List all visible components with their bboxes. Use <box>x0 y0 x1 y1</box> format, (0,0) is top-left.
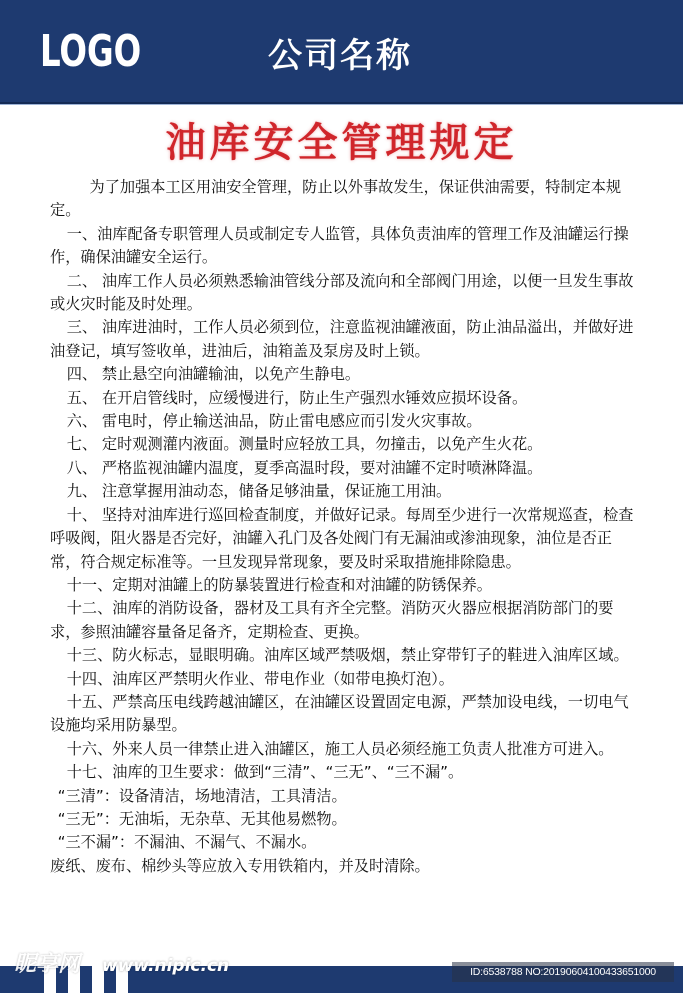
rule-15: 十五、严禁高压电线跨越油罐区，在油罐区设置固定电源，严禁加设电线，一切电气设施均采用防暴型。 <box>50 692 629 735</box>
sub-item-three-clean: “三清”：设备清洁，场地清洁，工具清洁。 <box>57 786 347 805</box>
rule-4: 四、 禁止悬空向油罐输油，以免产生静电。 <box>66 365 361 384</box>
rule-16: 十六、外来人员一律禁止进入油罐区，施工人员必须经施工负责人批准方可进入。 <box>66 739 614 758</box>
watermark-site-name: 昵享网 <box>14 952 81 977</box>
header-bar <box>0 0 683 104</box>
closing-paragraph: 废纸、废布、棉纱头等应放入专用铁箱内，并及时清除。 <box>50 856 430 875</box>
company-logo: LOGO <box>40 26 142 77</box>
rule-13: 十三、防火标志，显眼明确。油库区域严禁吸烟，禁止穿带钉子的鞋进入油库区域。 <box>66 646 629 665</box>
rule-5: 五、 在开启管线时，应缓慢进行，防止生产强烈水锤效应损坏设备。 <box>66 388 528 407</box>
rule-12: 十二、油库的消防设备，器材及工具有齐全完整。消防灭火器应根据消防部门的要求，参照油罐容量备足备齐，定期检查、更换。 <box>50 599 614 641</box>
rule-17: 十七、油库的卫生要求：做到“三清”、“三无”、“三不漏”。 <box>66 763 464 782</box>
rule-2: 二、 油库工作人员必须熟悉输油管线分部及流向和全部阀门用途，以便一旦发生事故或火灾时能及时处理。 <box>50 271 634 314</box>
company-name: 公司名称 <box>268 36 412 76</box>
rule-6: 六、 雷电时，停止输送油品，防止雷电感应而引发火灾事故。 <box>66 412 482 431</box>
rule-3: 三、 油库进油时，工作人员必须到位，注意监视油罐液面，防止油品溢出，并做好进油登记，填写签收单，进油后，油箱盖及泵房及时上锁。 <box>50 318 634 360</box>
rule-8: 八、 严格监视油罐内温度，夏季高温时段，要对油罐不定时喷淋降温。 <box>66 458 543 477</box>
rule-7: 七、 定时观测灌内液面。测量时应轻放工具，勿撞击，以免产生火花。 <box>66 435 543 454</box>
regulation-body <box>50 176 635 878</box>
rule-10: 十、 坚持对油库进行巡回检查制度，并做好记录。每周至少进行一次常规巡查，检查呼吸阀，阻火器是否完好，油罐入孔门及各处阀门有无漏油或渗油现象，油位是否正常，符合规定标准等。一旦发现异常现象，要及时采取措施排除隐患。 <box>50 505 634 571</box>
watermark-id: ID:6538788 NO:20190604100433651000 <box>452 962 674 982</box>
watermark-url: www.nipic.cn <box>102 956 230 976</box>
rule-11: 十一、定期对油罐上的防暴装置进行检查和对油罐的防锈保养。 <box>66 575 492 594</box>
rule-1: 一、油库配备专职管理人员或制定专人监管，具体负责油库的管理工作及油罐运行操作，确保油罐安全运行。 <box>50 224 629 267</box>
document-title: 油库安全管理规定 <box>165 120 518 166</box>
sub-item-three-no-leak: “三不漏”：不漏油、不漏气、不漏水。 <box>57 833 317 852</box>
sub-item-three-none: “三无”：无油垢，无杂草、无其他易燃物。 <box>57 809 347 828</box>
intro-paragraph: 为了加强本工区用油安全管理，防止以外事故发生，保证供油需要，特制定本规定。 <box>50 178 622 220</box>
rule-14: 十四、油库区严禁明火作业、带电作业（如带电换灯泡）。 <box>66 669 454 688</box>
rule-9: 九、 注意掌握用油动态，储备足够油量，保证施工用油。 <box>66 482 452 501</box>
